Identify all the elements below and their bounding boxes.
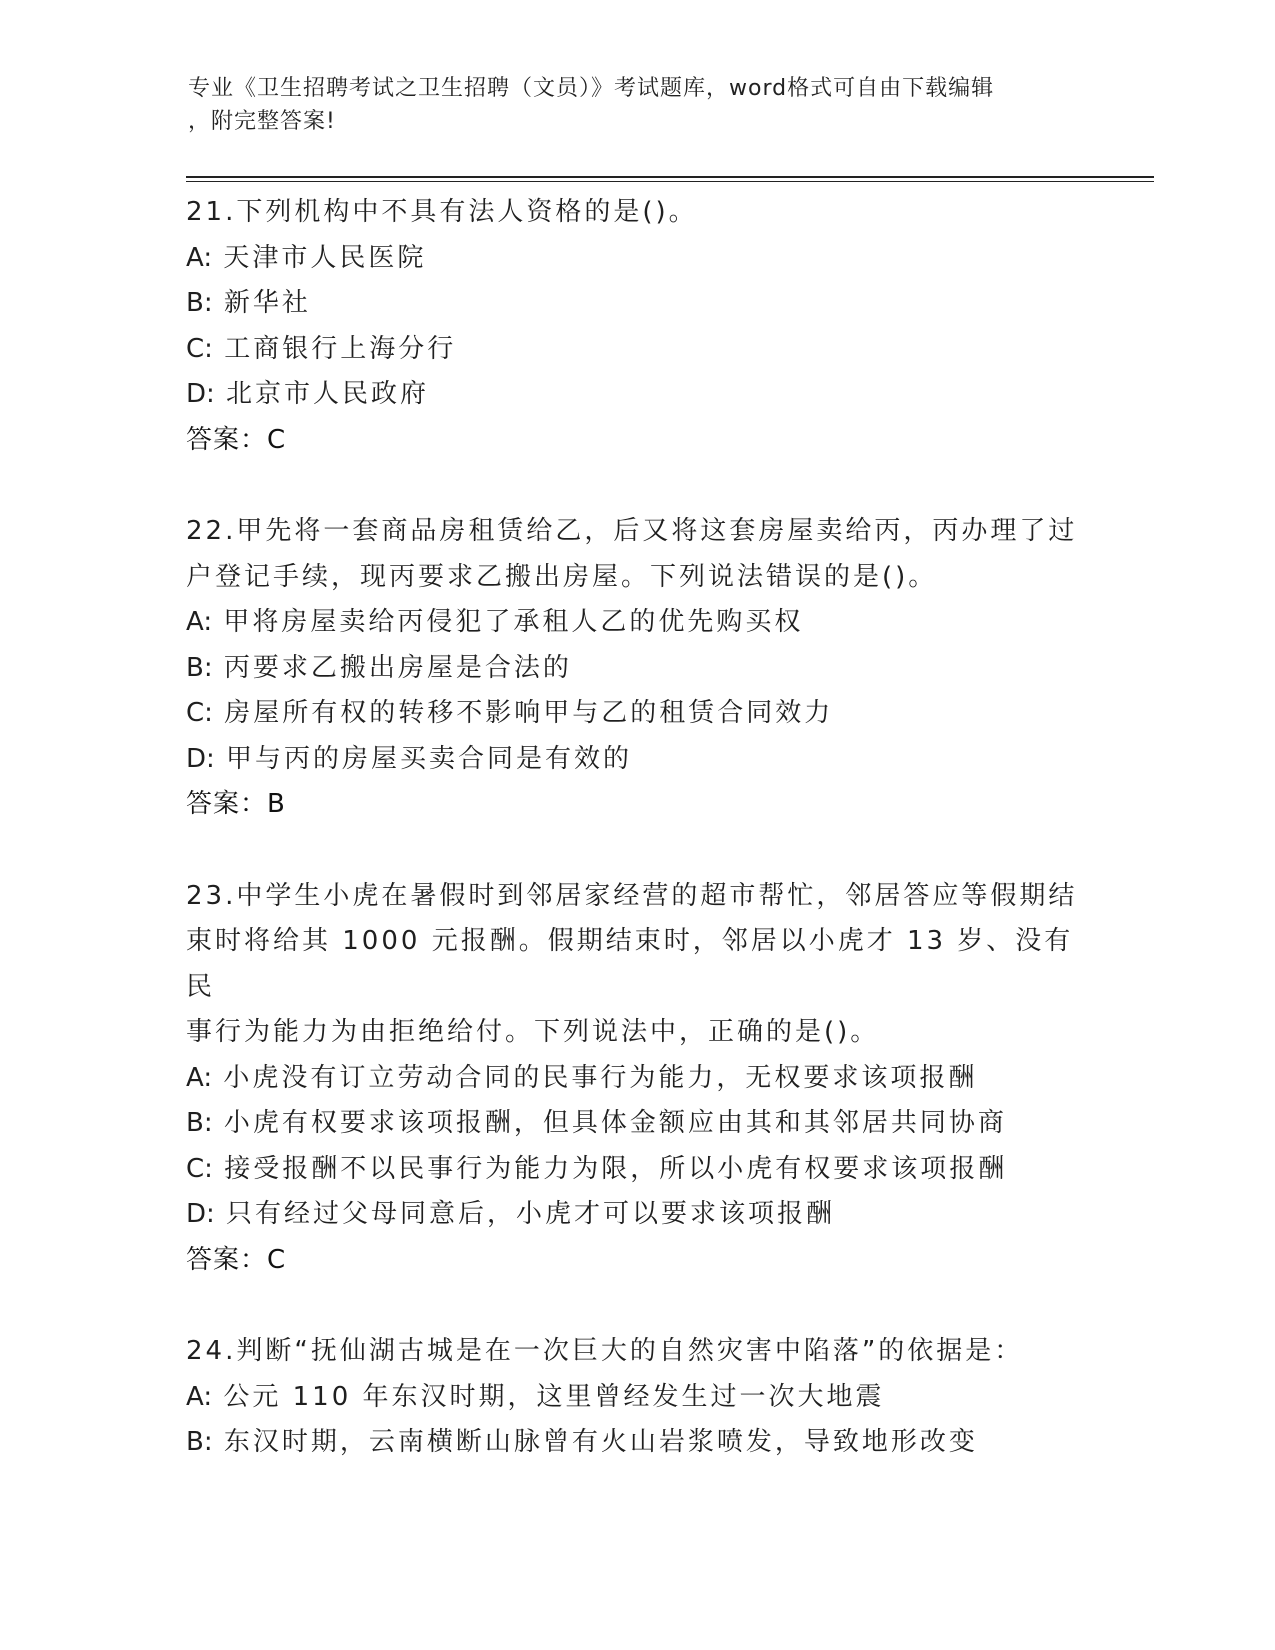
option-letter: C: [186, 698, 213, 728]
option-letter: B: [186, 288, 213, 318]
question-stem [186, 1329, 1086, 1375]
question-stem [186, 874, 1086, 1056]
option-a [186, 600, 1086, 646]
option-letter: B: [186, 652, 213, 683]
option-letter: B: [186, 1427, 213, 1457]
option-d [186, 1192, 1086, 1238]
option-text: 东汉时期，云南横断山脉曾有火山岩浆喷发，导致地形改变 [223, 1427, 978, 1457]
option-letter: D: [186, 743, 215, 774]
stem-line: 22.甲先将一套商品房租赁给乙，后又将这套房屋卖给丙，丙办理了过 [186, 516, 1078, 546]
option-text: 小虎有权要求该项报酬，但具体金额应由其和其邻居共同协商 [223, 1108, 1007, 1138]
option-c [186, 327, 1086, 373]
option-letter: D: [186, 379, 215, 409]
option-letter: C: [186, 1153, 213, 1184]
stem-line: 21.下列机构中不具有法人资格的是()。 [186, 197, 698, 227]
option-letter: A: [186, 607, 213, 637]
stem-line: 户登记手续，现丙要求乙搬出房屋。下列说法错误的是()。 [186, 561, 938, 592]
option-text: 新华社 [223, 288, 311, 318]
answer-label: 答案：C [186, 424, 287, 455]
answer-label: 答案：C [186, 1244, 287, 1275]
option-text: 小虎没有订立劳动合同的民事行为能力，无权要求该项报酬 [223, 1062, 978, 1093]
option-letter: C: [186, 333, 213, 364]
option-b [186, 646, 1086, 692]
option-d [186, 372, 1086, 418]
question-22 [186, 509, 1086, 828]
option-text: 丙要求乙搬出房屋是合法的 [223, 652, 572, 683]
option-letter: A: [186, 1062, 213, 1093]
option-b [186, 281, 1086, 327]
header-line-2: ，附完整答案! [188, 109, 336, 134]
answer-label: 答案：B [186, 789, 286, 819]
option-b [186, 1420, 1086, 1466]
document-header [188, 72, 1088, 138]
option-text: 房屋所有权的转移不影响甲与乙的租赁合同效力 [224, 698, 834, 728]
option-text: 甲与丙的房屋买卖合同是有效的 [226, 743, 633, 774]
option-d [186, 737, 1086, 783]
question-stem [186, 509, 1086, 600]
option-c [186, 1147, 1086, 1193]
option-text: 甲将房屋卖给丙侵犯了承租人乙的优先购买权 [223, 607, 804, 637]
option-text: 北京市人民政府 [226, 379, 430, 409]
option-text: 公元 110 年东汉时期，这里曾经发生过一次大地震 [223, 1381, 885, 1412]
option-text: 天津市人民医院 [223, 242, 427, 273]
stem-line: 24.判断“抚仙湖古城是在一次巨大的自然灾害中陷落”的依据是： [186, 1336, 1024, 1366]
question-stem [186, 190, 1086, 236]
stem-line: 事行为能力为由拒绝给付。下列说法中，正确的是()。 [186, 1017, 880, 1047]
question-list [186, 190, 1086, 1512]
option-a [186, 1375, 1086, 1421]
header-divider-thin [186, 181, 1154, 182]
option-text: 接受报酬不以民事行为能力为限，所以小虎有权要求该项报酬 [224, 1153, 1008, 1184]
option-letter: A: [186, 242, 213, 273]
option-text: 只有经过父母同意后，小虎才可以要求该项报酬 [226, 1199, 836, 1229]
option-c [186, 691, 1086, 737]
option-b [186, 1101, 1086, 1147]
question-24 [186, 1329, 1086, 1466]
option-a [186, 236, 1086, 282]
option-text: 工商银行上海分行 [224, 333, 457, 364]
option-letter: B: [186, 1108, 213, 1138]
question-21 [186, 190, 1086, 463]
stem-line: 束时将给其 1000 元报酬。假期结束时，邻居以小虎才 13 岁、没有民 [186, 926, 1074, 1002]
option-letter: A: [186, 1381, 213, 1412]
stem-line: 23.中学生小虎在暑假时到邻居家经营的超市帮忙，邻居答应等假期结 [186, 880, 1078, 911]
header-divider [186, 176, 1154, 178]
header-line-1: 专业《卫生招聘考试之卫生招聘（文员）》考试题库，word格式可自由下载编辑 [188, 76, 995, 101]
option-letter: D: [186, 1199, 215, 1229]
question-23 [186, 874, 1086, 1284]
option-a [186, 1056, 1086, 1102]
